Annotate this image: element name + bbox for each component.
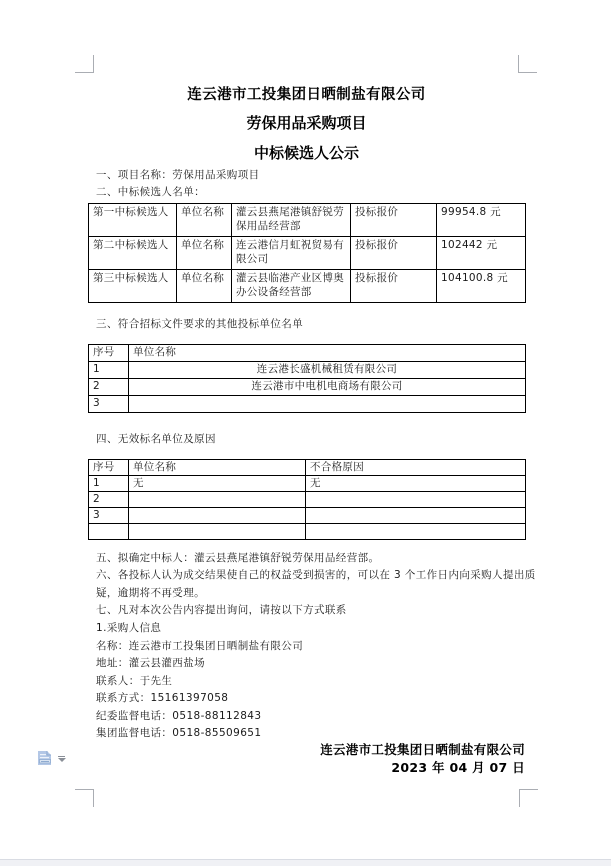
table-row — [89, 237, 526, 270]
serial-cell[interactable]: 2 — [89, 492, 129, 508]
price-label-cell[interactable]: 投标报价 — [351, 204, 437, 237]
margin-mark-bottom-left — [75, 789, 94, 807]
unit-name-cell[interactable] — [129, 508, 306, 524]
signature-org: 连云港市工投集团日晒制盐有限公司 — [320, 742, 525, 757]
table-row — [89, 396, 526, 413]
section-6-line2: 疑，逾期将不再受理。 — [96, 587, 205, 599]
header-unit-cell[interactable]: 单位名称 — [129, 460, 306, 476]
table-header-row — [89, 460, 526, 476]
section-1-project-name: 一、项目名称：劳保用品采购项目 — [96, 169, 260, 181]
unit-name-cell[interactable]: 连云港长盛机械租赁有限公司 — [129, 362, 526, 379]
doc-title-announcement: 中标候选人公示 — [253, 144, 359, 162]
unit-name-cell[interactable]: 灌云县燕尾港镇舒锐劳保用品经营部 — [232, 204, 351, 237]
serial-cell[interactable]: 2 — [89, 379, 129, 396]
unit-label-cell[interactable]: 单位名称 — [177, 270, 232, 303]
contact-line-discipline-phone: 纪委监督电话：0518-88112843 — [96, 710, 262, 722]
candidate-rank-cell[interactable]: 第一中标候选人 — [89, 204, 177, 237]
unit-label-cell[interactable]: 单位名称 — [177, 237, 232, 270]
serial-cell[interactable]: 3 — [89, 508, 129, 524]
table-row — [89, 270, 526, 303]
section-4-heading: 四、无效标名单位及原因 — [96, 433, 216, 445]
contact-line-group-phone: 集团监督电话：0518-85509651 — [96, 727, 262, 739]
unit-name-cell[interactable]: 连云港信月虹祝贸易有限公司 — [232, 237, 351, 270]
doc-title-company: 连云港市工投集团日晒制盐有限公司 — [187, 87, 426, 103]
contact-line-name: 名称：连云港市工投集团日晒制盐有限公司 — [96, 640, 304, 652]
header-serial-cell[interactable]: 序号 — [89, 460, 129, 476]
reason-cell[interactable]: 无 — [306, 476, 526, 492]
section-7-contact-heading: 七、凡对本次公告内容提出询问，请按以下方式联系 — [96, 604, 347, 616]
paste-options-icon[interactable] — [38, 751, 53, 767]
table-row — [89, 204, 526, 237]
serial-cell[interactable] — [89, 524, 129, 540]
unit-label-cell[interactable]: 单位名称 — [177, 204, 232, 237]
reason-cell[interactable] — [306, 508, 526, 524]
dropdown-caret-icon[interactable] — [57, 755, 66, 762]
buyer-info-heading: 1.采购人信息 — [96, 622, 162, 634]
unit-name-cell[interactable] — [129, 524, 306, 540]
margin-mark-bottom-right — [519, 789, 538, 807]
section-2-heading: 二、中标候选人名单： — [96, 186, 205, 198]
header-reason-cell[interactable]: 不合格原因 — [306, 460, 526, 476]
unit-name-cell[interactable] — [129, 492, 306, 508]
header-unit-cell[interactable]: 单位名称 — [129, 345, 526, 362]
serial-cell[interactable]: 1 — [89, 362, 129, 379]
reason-cell[interactable] — [306, 492, 526, 508]
invalid-bids-table — [88, 459, 526, 540]
price-label-cell[interactable]: 投标报价 — [351, 270, 437, 303]
table-row — [89, 524, 526, 540]
unit-name-cell[interactable]: 连云港市中电机电商场有限公司 — [129, 379, 526, 396]
reason-cell[interactable] — [306, 524, 526, 540]
section-5-winner: 五、拟确定中标人：灌云县燕尾港镇舒锐劳保用品经营部。 — [96, 552, 380, 564]
serial-cell[interactable]: 3 — [89, 396, 129, 413]
unit-name-cell[interactable] — [129, 396, 526, 413]
candidate-rank-cell[interactable]: 第三中标候选人 — [89, 270, 177, 303]
table-row — [89, 476, 526, 492]
section-6-line1: 六、各投标人认为成交结果使自己的权益受到损害的，可以在 3 个工作日内向采购人提出质 — [96, 569, 536, 581]
section-3-heading: 三、符合招标文件要求的其他投标单位名单 — [96, 318, 304, 330]
doc-title-project: 劳保用品采购项目 — [246, 114, 367, 132]
other-bidders-table — [88, 344, 526, 413]
price-value-cell[interactable]: 102442 元 — [437, 237, 526, 270]
price-label-cell[interactable]: 投标报价 — [351, 237, 437, 270]
signature-date: 2023 年 04 月 07 日 — [391, 760, 525, 775]
header-serial-cell[interactable]: 序号 — [89, 345, 129, 362]
contact-line-person: 联系人：于先生 — [96, 675, 173, 687]
serial-cell[interactable]: 1 — [89, 476, 129, 492]
candidate-rank-cell[interactable]: 第二中标候选人 — [89, 237, 177, 270]
table-row — [89, 362, 526, 379]
margin-mark-top-right — [518, 55, 537, 73]
contact-line-address: 地址：灌云县灌西盐场 — [96, 657, 205, 669]
table-header-row — [89, 345, 526, 362]
table-row — [89, 508, 526, 524]
table-row — [89, 379, 526, 396]
unit-name-cell[interactable]: 灌云县临港产业区博奥办公设备经营部 — [232, 270, 351, 303]
table-row — [89, 492, 526, 508]
margin-mark-top-left — [75, 55, 94, 73]
unit-name-cell[interactable]: 无 — [129, 476, 306, 492]
price-value-cell[interactable]: 104100.8 元 — [437, 270, 526, 303]
price-value-cell[interactable]: 99954.8 元 — [437, 204, 526, 237]
contact-line-phone: 联系方式：15161397058 — [96, 692, 229, 704]
candidates-table — [88, 203, 526, 303]
